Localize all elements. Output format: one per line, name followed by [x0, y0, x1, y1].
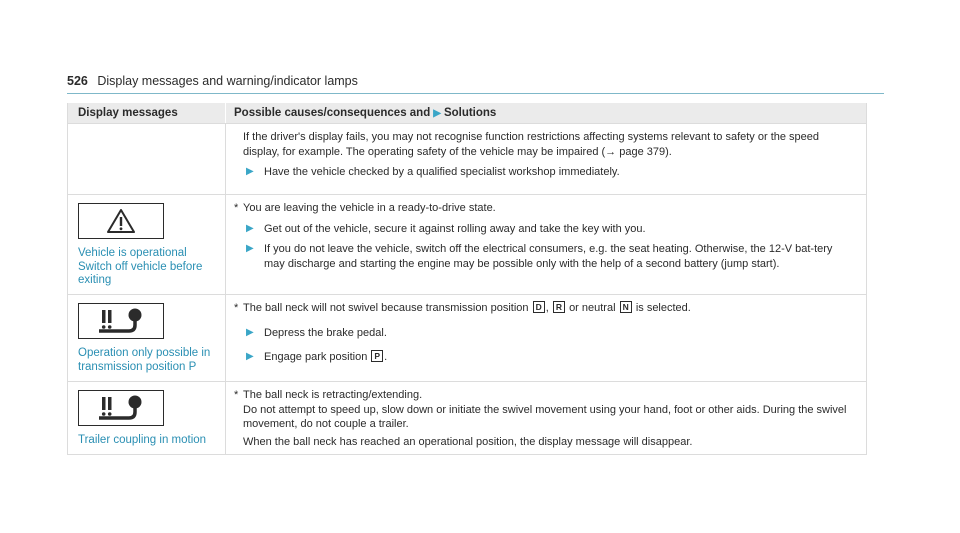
- table-header: [68, 103, 866, 123]
- cause-item: * You are leaving the vehicle in a ready-to-drive state.: [234, 202, 496, 214]
- solution-cell: [226, 195, 866, 294]
- list-item: ▶ If you do not leave the vehicle, switch off the electrical consumers, e.g. the seat heating. Otherwise, the 12-V bat-tery may discharge and starting the engine may be possible only with the help of a second battery (jump start).: [234, 242, 854, 271]
- gear-r-key: R: [553, 301, 565, 313]
- trailer-hitch-warning-icon: [78, 303, 164, 339]
- cause-item: * The ball neck will not swivel because transmission position D , R or neutral N is selected.: [234, 302, 691, 314]
- play-arrow-icon: ▶: [246, 351, 254, 362]
- play-arrow-icon: ▶: [246, 166, 254, 177]
- page-number: 526: [67, 74, 88, 88]
- trailer-hitch-warning-icon: [78, 390, 164, 426]
- message-cell: [68, 382, 226, 454]
- play-arrow-icon: ▶: [246, 222, 254, 234]
- warning-triangle-icon: [78, 203, 164, 239]
- cause-item: * The ball neck is retracting/extending.: [234, 389, 423, 401]
- play-arrow-icon: ▶: [246, 326, 254, 338]
- message-label: Operation only possible in transmission position P: [78, 347, 211, 373]
- message-cell: [68, 295, 226, 381]
- solution-cell: [226, 124, 866, 194]
- page-header: [67, 74, 884, 88]
- list-item: ▶ Get out of the vehicle, secure it against rolling away and take the key with you.: [234, 222, 854, 237]
- gear-d-key: D: [533, 301, 545, 313]
- list-item: ▶ Engage park position P .: [234, 350, 854, 365]
- solution-cell: [226, 295, 866, 381]
- cause-text: If the driver's display fails, you may not recognise function restrictions affecting systems relevant to safety or the speed display, for example. The operating safety of the vehicle may be impaired (→ page 379).: [243, 131, 820, 158]
- message-cell: [68, 124, 226, 194]
- play-arrow-icon: ▶: [433, 108, 441, 119]
- table-row: [68, 294, 866, 381]
- table-row: [68, 123, 866, 194]
- list-item: ▶ Have the vehicle checked by a qualified specialist workshop immediately.: [234, 165, 854, 180]
- message-label: Trailer coupling in motion: [78, 434, 207, 446]
- table-row: [68, 381, 866, 454]
- table-row: [68, 194, 866, 294]
- list-item: ▶ Depress the brake pedal.: [234, 326, 854, 341]
- message-label: Vehicle is operational Switch off vehicle before exiting: [78, 247, 203, 286]
- gear-p-key: P: [371, 350, 383, 362]
- cause-text: Do not attempt to speed up, slow down or initiate the swivel movement using your hand, foot or other aids. During the swivel movement, do not couple a trailer.: [243, 403, 847, 430]
- message-cell: [68, 195, 226, 294]
- col-header-messages: Display messages: [68, 103, 226, 123]
- cause-text: When the ball neck has reached an operational position, the display message will disappear.: [243, 435, 693, 448]
- solution-cell: [226, 382, 866, 454]
- display-messages-table: [67, 103, 867, 455]
- header-rule: [67, 93, 884, 94]
- gear-n-key: N: [620, 301, 632, 313]
- play-arrow-icon: ▶: [246, 243, 254, 254]
- col-header-causes: Possible causes/consequences and ▶ Solutions: [234, 107, 497, 119]
- page-title: Display messages and warning/indicator lamps: [97, 74, 358, 88]
